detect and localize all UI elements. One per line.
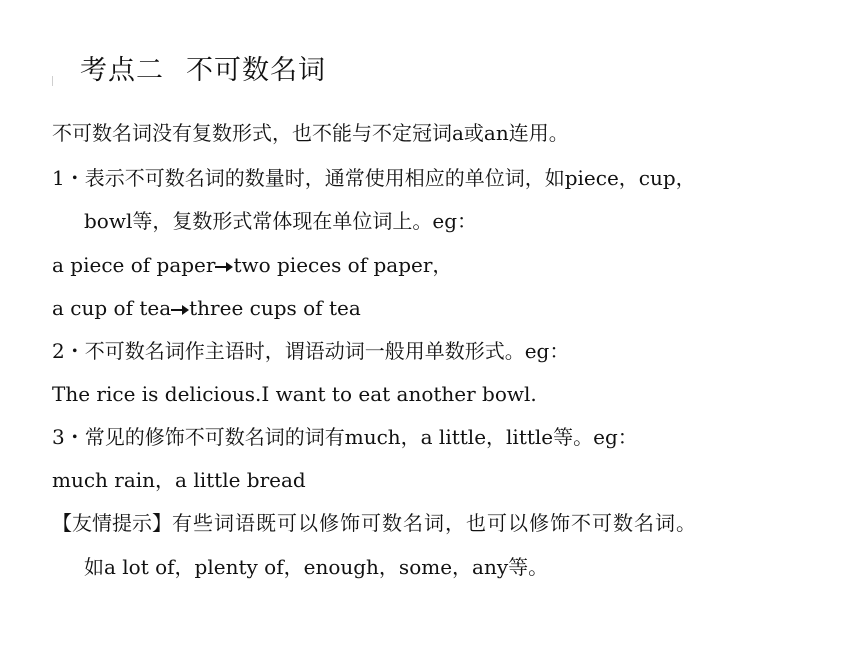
arrow-right-icon bbox=[215, 262, 233, 272]
example-3: The rice is delicious.I want to eat another bowl. bbox=[52, 382, 537, 406]
point-3: 3・常见的修饰不可数名词的词有much，a little，little等。eg： bbox=[52, 425, 638, 449]
example-2-singular: a cup of tea bbox=[52, 296, 172, 320]
point-1-line-2: bowl等，复数形式常体现在单位词上。eg： bbox=[84, 209, 477, 233]
title-topic: 不可数名词 bbox=[186, 55, 326, 86]
intro-text: 不可数名词没有复数形式，也不能与不定冠词a或an连用。 bbox=[52, 121, 569, 145]
example-1 bbox=[52, 251, 452, 279]
example-2-plural: three cups of tea bbox=[189, 296, 361, 320]
page-title bbox=[80, 48, 326, 87]
tip-line-1 bbox=[52, 509, 697, 537]
example-2 bbox=[52, 294, 361, 322]
corner-mark bbox=[52, 76, 57, 86]
example-4: much rain，a little bread bbox=[52, 468, 306, 492]
title-section-label: 考点二 bbox=[80, 55, 164, 86]
tip-label: 【友情提示】 bbox=[52, 511, 172, 535]
tip-line-2: 如a lot of，plenty of，enough，some，any等。 bbox=[84, 555, 549, 579]
tip-text: 有些词语既可以修饰可数名词，也可以修饰不可数名词。 bbox=[172, 511, 697, 535]
example-1-plural: two pieces of paper， bbox=[233, 253, 453, 277]
point-1-line-1: 1・表示不可数名词的数量时，通常使用相应的单位词，如piece，cup， bbox=[52, 166, 696, 190]
example-1-singular: a piece of paper bbox=[52, 253, 216, 277]
point-2: 2・不可数名词作主语时，谓语动词一般用单数形式。eg： bbox=[52, 339, 570, 363]
arrow-right-icon bbox=[171, 305, 189, 315]
